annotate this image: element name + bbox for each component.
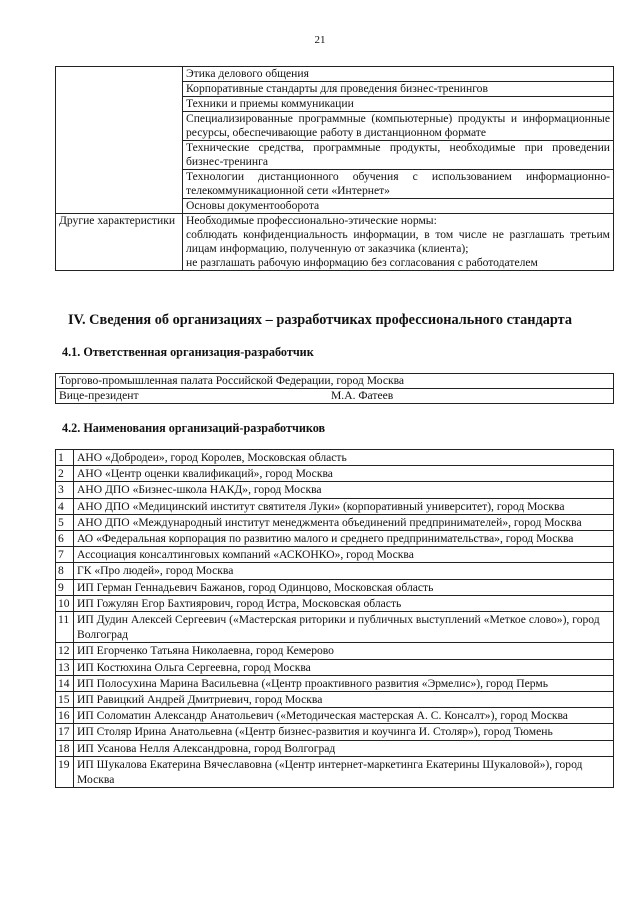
table-row xyxy=(56,374,614,389)
row-number: 11 xyxy=(56,612,74,643)
knowledge-item: Технологии дистанционного обучения с использованием информационно-телекоммуникационной сети «Интернет» xyxy=(183,170,614,199)
responsible-org: Торгово-промышленная палата Российской Федерации, город Москва xyxy=(56,374,614,389)
row-number: 5 xyxy=(56,514,74,530)
table-row xyxy=(56,498,614,514)
organization-name: ИП Столяр Ирина Анатольевна («Центр бизнес-развития и коучинга И. Столяр»), город Тюмень xyxy=(74,724,614,740)
subsection-title-developers: 4.2. Наименования организаций-разработчиков xyxy=(62,421,326,435)
knowledge-item: Основы документооборота xyxy=(183,199,614,214)
table-row xyxy=(56,692,614,708)
table-row xyxy=(56,659,614,675)
table-row xyxy=(56,579,614,595)
row-number: 15 xyxy=(56,692,74,708)
table-row xyxy=(56,450,614,466)
organization-name: ИП Равицкий Андрей Дмитриевич, город Москва xyxy=(74,692,614,708)
row-number: 10 xyxy=(56,595,74,611)
table-row xyxy=(56,514,614,530)
other-characteristics-label: Другие характеристики xyxy=(56,214,183,271)
page-number: 21 xyxy=(314,34,326,46)
empty-label-cell xyxy=(56,67,183,214)
row-number: 9 xyxy=(56,579,74,595)
row-number: 8 xyxy=(56,563,74,579)
knowledge-item: Технические средства, программные продукты, необходимые при проведении бизнес-тренинга xyxy=(183,141,614,170)
row-number: 12 xyxy=(56,643,74,659)
row-number: 6 xyxy=(56,531,74,547)
row-number: 2 xyxy=(56,466,74,482)
organization-name: ИП Соломатин Александр Анатольевич («Методическая мастерская А. С. Консалт»), город Москва xyxy=(74,708,614,724)
table-row xyxy=(56,389,614,404)
table-row xyxy=(56,708,614,724)
table-row xyxy=(56,675,614,691)
table-row xyxy=(56,740,614,756)
row-number: 4 xyxy=(56,498,74,514)
organization-name: ИП Усанова Нелля Александровна, город Волгоград xyxy=(74,740,614,756)
row-number: 16 xyxy=(56,708,74,724)
organization-name: ИП Гожулян Егор Бахтиярович, город Истра, Московская область xyxy=(74,595,614,611)
organization-name: АНО «Центр оценки квалификаций», город Москва xyxy=(74,466,614,482)
organization-name: ИП Шукалова Екатерина Вячеславовна («Центр интернет-маркетинга Екатерины Шукаловой»), город Москва xyxy=(74,756,614,787)
row-number: 14 xyxy=(56,675,74,691)
table-row xyxy=(56,612,614,643)
row-number: 1 xyxy=(56,450,74,466)
knowledge-item: Специализированные программные (компьютерные) продукты и информационные ресурсы, обеспечивающие работу в дистанционном формате xyxy=(183,112,614,141)
organization-name: АНО ДПО «Международный институт менеджмента объединений предпринимателей», город Москва xyxy=(74,514,614,530)
table-row xyxy=(56,482,614,498)
knowledge-table xyxy=(55,66,614,271)
person-name: М.А. Фатеев xyxy=(331,389,394,402)
organization-name: ИП Егорченко Татьяна Николаевна, город Кемерово xyxy=(74,643,614,659)
table-row xyxy=(56,547,614,563)
knowledge-item: Корпоративные стандарты для проведения бизнес-тренингов xyxy=(183,82,614,97)
table-row xyxy=(56,724,614,740)
other-characteristics-content xyxy=(183,214,614,271)
responsible-person xyxy=(56,389,614,404)
row-number: 3 xyxy=(56,482,74,498)
table-row xyxy=(56,531,614,547)
organization-name: Ассоциация консалтинговых компаний «АСКОНКО», город Москва xyxy=(74,547,614,563)
norms-line: не разглашать рабочую информацию без согласования с работодателем xyxy=(186,256,538,269)
organization-name: ИП Полосухина Марина Васильевна («Центр проактивного развития «Эрмелис»), город Пермь xyxy=(74,675,614,691)
knowledge-item: Этика делового общения xyxy=(183,67,614,82)
organization-name: АНО «Добродеи», город Королев, Московская область xyxy=(74,450,614,466)
table-row xyxy=(56,595,614,611)
organization-name: АНО ДПО «Медицинский институт святителя Луки» (корпоративный университет), город Москва xyxy=(74,498,614,514)
organization-name: АО «Федеральная корпорация по развитию малого и среднего предпринимательства», город Москва xyxy=(74,531,614,547)
row-number: 13 xyxy=(56,659,74,675)
organization-name: ИП Дудин Алексей Сергеевич («Мастерская риторики и публичных выступлений «Меткое слово»), город Волгоград xyxy=(74,612,614,643)
responsible-org-table xyxy=(55,373,614,404)
row-number: 18 xyxy=(56,740,74,756)
row-number: 19 xyxy=(56,756,74,787)
organization-name: ИП Костюхина Ольга Сергеевна, город Москва xyxy=(74,659,614,675)
row-number: 17 xyxy=(56,724,74,740)
norms-line: соблюдать конфиденциальность информации, в том числе не разглашать третьим лицам информацию, полученную от заказчика (клиента); xyxy=(186,228,610,255)
position: Вице-президент xyxy=(59,389,139,402)
table-row xyxy=(56,563,614,579)
subsection-title-responsible: 4.1. Ответственная организация-разработчик xyxy=(62,345,314,359)
knowledge-item: Техники и приемы коммуникации xyxy=(183,97,614,112)
organization-name: ГК «Про людей», город Москва xyxy=(74,563,614,579)
table-row xyxy=(56,643,614,659)
table-row xyxy=(56,214,614,271)
table-row xyxy=(56,756,614,787)
organization-name: ИП Герман Геннадьевич Бажанов, город Одинцово, Московская область xyxy=(74,579,614,595)
table-row xyxy=(56,466,614,482)
organization-name: АНО ДПО «Бизнес-школа НАКД», город Москва xyxy=(74,482,614,498)
developers-table xyxy=(55,449,614,788)
section-title: IV. Сведения об организациях – разработчиках профессионального стандарта xyxy=(67,312,573,328)
row-number: 7 xyxy=(56,547,74,563)
table-row xyxy=(56,67,614,82)
norms-line: Необходимые профессионально-этические нормы: xyxy=(186,214,437,227)
